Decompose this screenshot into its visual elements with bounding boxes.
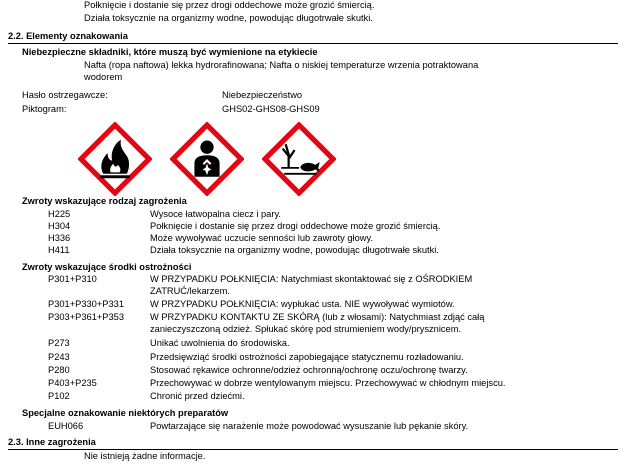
precaution-code: P303+P361+P353	[48, 312, 124, 322]
section-2-2-rule	[8, 43, 618, 44]
precaution-text: W PRZYPADKU POŁKNIĘCIA: wypłukać usta. NIE wywoływać wymiotów.	[150, 299, 455, 309]
special-code: EUH066	[48, 421, 84, 431]
precaution-code: P301+P330+P331	[48, 299, 124, 309]
precaution-text: W PRZYPADKU KONTAKTU ZE SKÓRĄ (lub z włosami): Natychmiast zdjąć całą	[150, 312, 485, 322]
flame-icon	[78, 122, 152, 196]
precaution-text: W PRZYPADKU POŁKNIĘCIA: Natychmiast skontaktować się z OŚRODKIEM	[150, 274, 473, 284]
hazard-code: H225	[48, 209, 71, 219]
precaution-text-continued: ZATRUĆ/lekarzem.	[150, 286, 230, 296]
precaution-text-continued: zanieczyszczoną odzież. Spłukać skórę pod strumieniem wody/prysznicem.	[150, 324, 462, 334]
pictogram-label: Piktogram:	[22, 104, 67, 114]
continuation-line-1: Połknięcie i dostanie się przez drogi oddechowe może grozić śmiercią.	[84, 0, 375, 10]
precaution-code: P301+P310	[48, 274, 97, 284]
precaution-text: Chronić przed dziećmi.	[150, 391, 245, 401]
hazard-code: H411	[48, 245, 70, 255]
section-2-3-rule	[8, 449, 618, 450]
section-2-3-title: 2.3. Inne zagrożenia	[8, 437, 96, 447]
precaution-statements-heading: Zwroty wskazujące środki ostrożności	[22, 262, 192, 272]
hazard-statements-heading: Zwroty wskazujące rodzaj zagrożenia	[22, 196, 187, 206]
precaution-code: P243	[48, 352, 70, 362]
signal-word-value: Niebezpieczeństwo	[222, 90, 303, 100]
signal-word-label: Hasło ostrzegawcze:	[22, 90, 108, 100]
hazard-code: H336	[48, 233, 71, 243]
pictogram-codes: GHS02-GHS08-GHS09	[222, 104, 320, 114]
hazardous-components-line-1: Nafta (ropa naftowa) lekka hydrorafinowana; Nafta o niskiej temperaturze wrzenia potraktowana	[84, 60, 479, 70]
precaution-code: P102	[48, 391, 70, 401]
precaution-text: Unikać uwolnienia do środowiska.	[150, 338, 290, 348]
hazardous-components-heading: Niebezpieczne składniki, które muszą być wymienione na etykiecie	[22, 47, 318, 57]
special-text: Powtarzające się narażenie może powodować wysuszanie lub pękanie skóry.	[150, 421, 469, 431]
precaution-text: Przedsięwziąć środki ostrożności zapobiegające statycznemu rozładowaniu.	[150, 352, 464, 362]
hazard-text: Wysoce łatwopalna ciecz i pary.	[150, 209, 281, 219]
precaution-code: P403+P235	[48, 378, 97, 388]
hazard-text: Może wywoływać uczucie senności lub zawroty głowy.	[150, 233, 374, 243]
environment-icon	[262, 122, 336, 196]
hazard-text: Działa toksycznie na organizmy wodne, powodując długotrwałe skutki.	[150, 245, 439, 255]
hazardous-components-line-2: wodorem	[84, 72, 123, 82]
hazard-code: H304	[48, 221, 71, 231]
hazard-text: Połknięcie i dostanie się przez drogi oddechowe może grozić śmiercią.	[150, 221, 441, 231]
section-2-2-title: 2.2. Elementy oznakowania	[8, 31, 128, 41]
precaution-code: P280	[48, 365, 70, 375]
precaution-text: Przechowywać w dobrze wentylowanym miejscu. Przechowywać w chłodnym miejscu.	[150, 378, 506, 388]
other-hazards-text: Nie istnieją żadne informacje.	[84, 451, 206, 461]
health-hazard-icon	[170, 122, 244, 196]
precaution-text: Stosować rękawice ochronne/odzież ochronną/ochronę oczu/ochronę twarzy.	[150, 365, 468, 375]
precaution-code: P273	[48, 338, 70, 348]
special-labelling-heading: Specjalne oznakowanie niektórych preparatów	[22, 408, 229, 418]
continuation-line-2: Działa toksycznie na organizmy wodne, powodując długotrwałe skutki.	[84, 13, 373, 23]
